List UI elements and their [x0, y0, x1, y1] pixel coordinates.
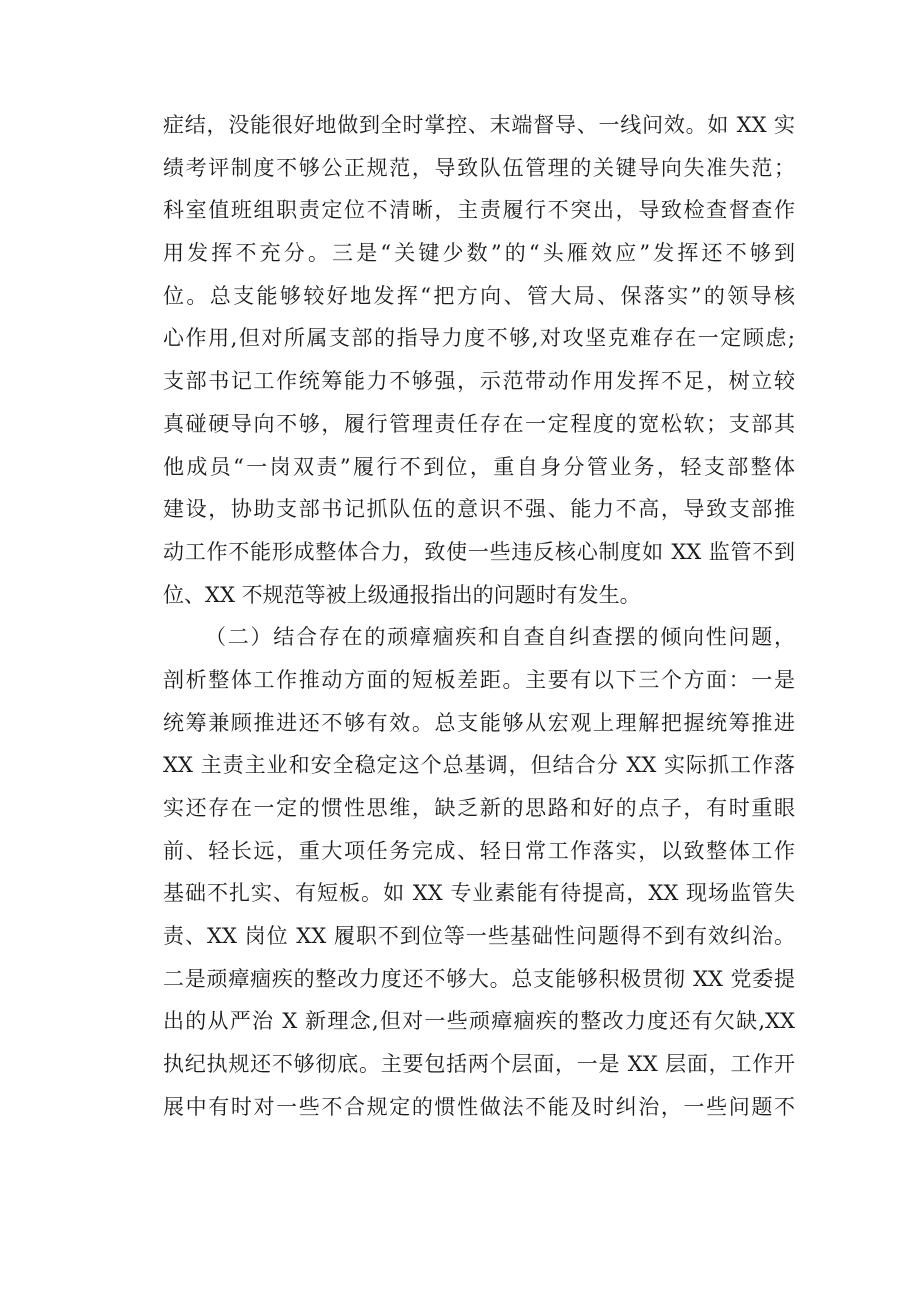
- text-line: 二是顽瘴痼疾的整改力度还不够大。总支能够积极贯彻 XX 党委提: [163, 966, 795, 991]
- text-line: 症结，没能很好地做到全时掌控、末端督导、一线问效。如 XX 实: [163, 113, 795, 137]
- text-line: 他成员“一岗双责”履行不到位，重自身分管业务，轻支部整体: [163, 454, 795, 479]
- text-line: 基础不扎实、有短板。如 XX 专业素能有待提高，XX 现场监管失: [163, 881, 795, 906]
- text-line: XX 主责主业和安全稳定这个总基调，但结合分 XX 实际抓工作落: [163, 753, 795, 778]
- text-line: 用发挥不充分。三是“关键少数”的“头雁效应”发挥还不够到: [163, 241, 795, 266]
- text-line: 执纪执规还不够彻底。主要包括两个层面，一是 XX 层面，工作开: [163, 1052, 795, 1077]
- text-line: 统筹兼顾推进还不够有效。总支能够从宏观上理解把握统筹推进: [163, 710, 795, 735]
- text-line: 心作用,但对所属支部的指导力度不够,对攻坚克难存在一定顾虑;: [163, 326, 795, 351]
- text-line: 真碰硬导向不够，履行管理责任存在一定程度的宽松软；支部其: [163, 411, 795, 436]
- text-line: 前、轻长远，重大项任务完成、轻日常工作落实，以致整体工作: [163, 838, 795, 863]
- document-body: [163, 104, 795, 1129]
- text-line: 建设，协助支部书记抓队伍的意识不强、能力不高，导致支部推: [163, 497, 795, 522]
- text-line: 支部书记工作统筹能力不够强，示范带动作用发挥不足，树立较: [163, 369, 795, 394]
- paragraph-1: [163, 104, 795, 616]
- text-line: 实还存在一定的惯性思维，缺乏新的思路和好的点子，有时重眼: [163, 796, 795, 820]
- text-line: 责、XX 岗位 XX 履职不到位等一些基础性问题得不到有效纠治。: [163, 924, 795, 949]
- text-line: 绩考评制度不够公正规范，导致队伍管理的关键导向失准失范；: [163, 155, 795, 180]
- text-line: 展中有时对一些不合规定的惯性做法不能及时纠治，一些问题不: [163, 1094, 795, 1119]
- text-line: 动工作不能形成整体合力，致使一些违反核心制度如 XX 监管不到: [163, 539, 795, 564]
- text-line: 科室值班组职责定位不清晰，主责履行不突出，导致检查督查作: [163, 198, 795, 223]
- paragraph-2: [163, 616, 795, 1128]
- text-line: （二）结合存在的顽瘴痼疾和自查自纠查摆的倾向性问题，: [205, 625, 795, 650]
- text-line: 出的从严治 X 新理念,但对一些顽瘴痼疾的整改力度还有欠缺,XX: [163, 1009, 795, 1034]
- text-line: 剖析整体工作推动方面的短板差距。主要有以下三个方面：一是: [163, 667, 795, 692]
- text-line: 位、XX 不规范等被上级通报指出的问题时有发生。: [163, 582, 641, 607]
- text-line: 位。总支能够较好地发挥“把方向、管大局、保落实”的领导核: [163, 283, 795, 308]
